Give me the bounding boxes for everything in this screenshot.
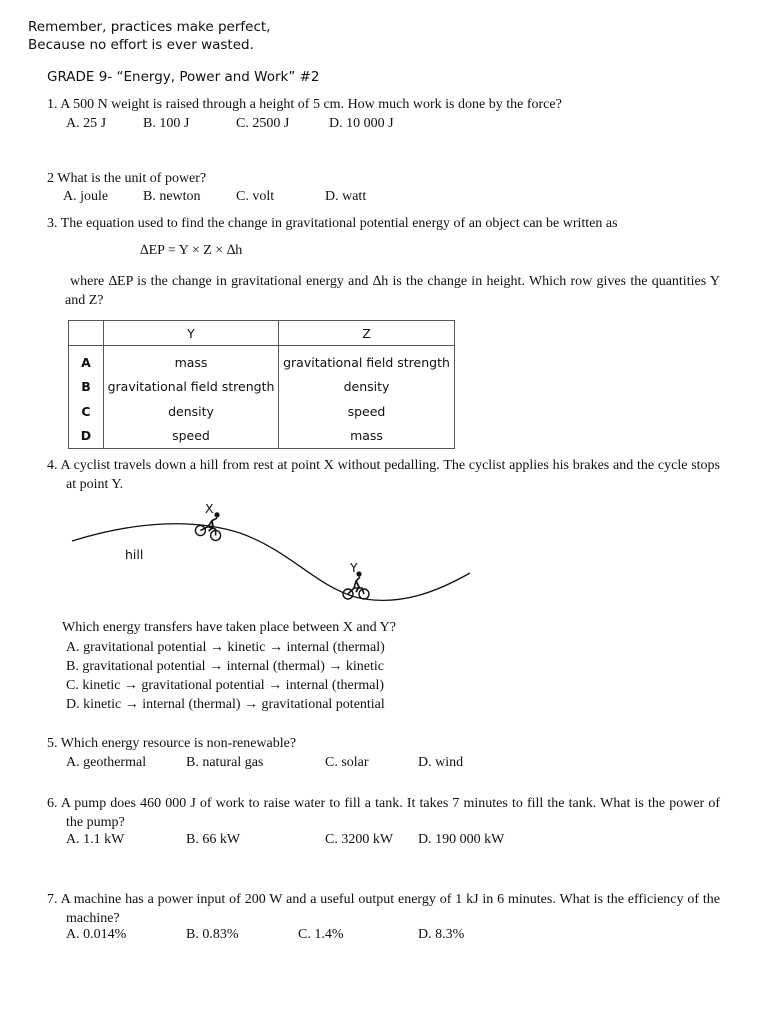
q7-option-b[interactable]: B. 0.83%	[186, 927, 239, 942]
table-cell: D	[69, 424, 104, 449]
question-3-equation: ∆EP = Y × Z × ∆h	[140, 243, 243, 258]
q2-option-d[interactable]: D. watt	[325, 189, 367, 204]
table-header-row	[69, 321, 455, 346]
q1-option-c[interactable]: C. 2500 J	[236, 116, 290, 131]
q1-option-b[interactable]: B. 100 J	[143, 116, 190, 131]
table-header-cell: Y	[104, 321, 279, 346]
diagram-label-hill: hill	[125, 547, 144, 562]
question-7-text: 7. A machine has a power input of 200 W and a useful output energy of 1 kJ in 6 minutes. What is the efficiency of the machine?	[47, 892, 720, 926]
diagram-label-y: Y	[350, 560, 358, 575]
table-row	[69, 346, 455, 375]
table-cell: gravitational field strength	[104, 375, 279, 400]
table-cell: mass	[104, 346, 279, 375]
table-cell: speed	[279, 399, 455, 424]
question-3-where-text: where ∆EP is the change in gravitational energy and ∆h is the change in height. Which row gives the quantities Y and Z?	[65, 274, 720, 308]
table-cell: mass	[279, 424, 455, 449]
q2-option-c[interactable]: C. volt	[236, 189, 275, 204]
q5-option-a[interactable]: A. geothermal	[66, 755, 147, 770]
worksheet-heading: GRADE 9- “Energy, Power and Work” #2	[47, 69, 320, 85]
question-2-text: 2 What is the unit of power?	[47, 171, 207, 186]
question-1-text: 1. A 500 N weight is raised through a height of 5 cm. How much work is done by the force?	[47, 97, 562, 112]
question-3-text: 3. The equation used to find the change in gravitational potential energy of an object can be written as	[47, 216, 618, 231]
table-cell: A	[69, 346, 104, 375]
q4-option-c[interactable]: C. kinetic → gravitational potential → internal (thermal)	[66, 678, 385, 693]
motto-line-2: Because no effort is ever wasted.	[28, 37, 254, 53]
hill-curve	[72, 524, 470, 601]
table-cell: speed	[104, 424, 279, 449]
hill-diagram	[60, 495, 480, 610]
motto-line-1: Remember, practices make perfect,	[28, 19, 271, 35]
q2-option-a[interactable]: A. joule	[63, 189, 109, 204]
q4-option-a[interactable]: A. gravitational potential → kinetic → internal (thermal)	[66, 640, 385, 655]
q5-option-b[interactable]: B. natural gas	[186, 755, 264, 770]
q1-option-d[interactable]: D. 10 000 J	[329, 116, 394, 131]
table-cell: gravitational field strength	[279, 346, 455, 375]
table-header-cell	[69, 321, 104, 346]
q4-option-d[interactable]: D. kinetic → internal (thermal) → gravitational potential	[66, 697, 385, 712]
q5-option-d[interactable]: D. wind	[418, 755, 464, 770]
q6-option-d[interactable]: D. 190 000 kW	[418, 832, 505, 847]
table-row	[69, 399, 455, 424]
question-4-question: Which energy transfers have taken place between X and Y?	[62, 620, 396, 635]
question-3-table	[68, 320, 455, 449]
question-4-text: 4. A cyclist travels down a hill from rest at point X without pedalling. The cyclist applies his brakes and the cycle stops at point Y.	[47, 458, 720, 492]
question-5-text: 5. Which energy resource is non-renewable?	[47, 736, 297, 751]
q7-option-a[interactable]: A. 0.014%	[66, 927, 127, 942]
table-row	[69, 375, 455, 400]
q7-option-d[interactable]: D. 8.3%	[418, 927, 465, 942]
table-cell: density	[279, 375, 455, 400]
q5-option-c[interactable]: C. solar	[325, 755, 369, 770]
q2-option-b[interactable]: B. newton	[143, 189, 201, 204]
q6-option-c[interactable]: C. 3200 kW	[325, 832, 394, 847]
question-6-text: 6. A pump does 460 000 J of work to raise water to fill a tank. It takes 7 minutes to fill the tank. What is the power of the pump?	[47, 796, 720, 830]
table-cell: density	[104, 399, 279, 424]
table-header-cell: Z	[279, 321, 455, 346]
diagram-label-x: X	[205, 501, 214, 516]
q6-option-a[interactable]: A. 1.1 kW	[66, 832, 125, 847]
table-cell: B	[69, 375, 104, 400]
table-row	[69, 424, 455, 449]
q6-option-b[interactable]: B. 66 kW	[186, 832, 241, 847]
table-cell: C	[69, 399, 104, 424]
q7-option-c[interactable]: C. 1.4%	[298, 927, 344, 942]
q1-option-a[interactable]: A. 25 J	[66, 116, 107, 131]
q4-option-b[interactable]: B. gravitational potential → internal (thermal) → kinetic	[66, 659, 385, 674]
